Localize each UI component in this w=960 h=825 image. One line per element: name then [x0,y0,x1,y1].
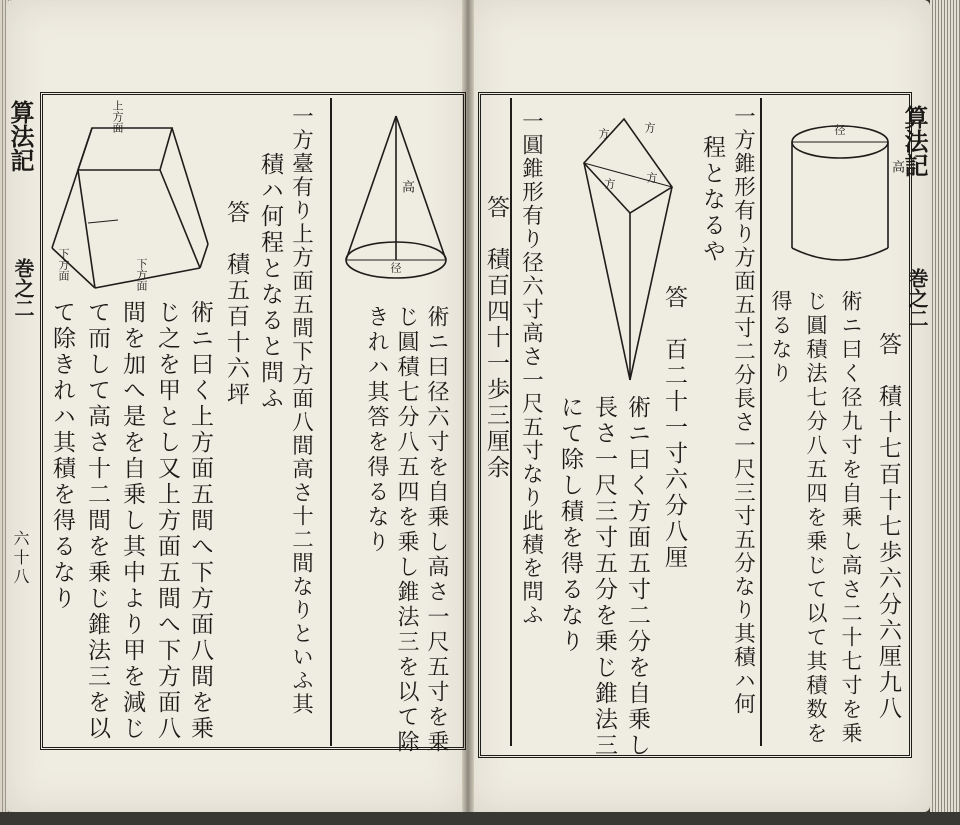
square-pyramid-method-line-2: 長さ一尺三寸五分を乗じ錐法三 [591,395,617,759]
cylinder-method-line-3: 得るなり [769,290,793,386]
page-number: 六十八 [11,530,30,587]
left-volume: 巻之二 [11,258,35,318]
frustum-method-line-3: 間を加へ是を自乗し其中より甲を減じ [119,300,145,742]
frustum-problem-line-2: 積ハ何程となると問ふ [257,152,283,412]
left-running-head [8,100,38,172]
cylinder-label-diameter: 径 [833,124,846,135]
right-divider-2 [510,98,512,746]
pyramid-label-c: 方 [603,178,616,189]
pyramid-label-b: 方 [643,122,656,133]
left-divider [330,98,332,746]
frustum-method-line-2: じ之を甲とし又上方面五間へ下方面八 [154,300,180,742]
cylinder-figure [786,120,896,270]
cylinder-method-line-1: 術ニ曰く径九寸を自乗し高さ二十七寸を乗 [839,290,863,746]
right-divider-1 [760,98,762,746]
book-title-left: 算法記 [6,100,35,172]
book-title-right: 算法記 [900,105,929,177]
square-pyramid-problem-line-1: 一方錐形有り方面五寸二分長さ一尺三寸五分なり其積ハ何 [730,105,756,716]
square-pyramid-problem-line-2: 程となるや [699,135,725,265]
frustum-label-top: 上方面 [111,100,124,133]
cylinder-label-height: 高 [889,160,904,173]
cone-solution-line-3: きれハ其答を得るなり [364,305,389,555]
frustum-method-line-1: 術ニ曰く上方面五間へ下方面八間を乗 [187,300,213,742]
frustum-method-line-5: て除きれハ其積を得るなり [49,300,75,612]
square-pyramid-method-line-1: 術ニ曰く方面五寸二分を自乗し [624,395,650,759]
frustum-method-line-4: て而して高さ十二間を乗じ錐法三を以 [84,300,110,742]
cone-problem-line-1: 一圓錐形有り径六寸高さ一尺五寸なり此積を問ふ [518,110,544,627]
cylinder-answer: 答 積十七百十七歩六分六厘九八 [875,332,901,722]
cone-solution-line-2: じ圓積七分八五四を乗し錐法三を以て除 [394,305,419,755]
page-edge-right [930,0,960,812]
frustum-label-bottom-left: 下方面 [57,248,70,281]
cone-label-diameter: 径 [389,262,402,273]
cone-problem-answer: 答 積百四十一歩三厘余 [483,195,509,481]
pyramid-label-a: 方 [597,128,610,139]
frustum-problem-line-1: 一方臺有り上方面五間下方面八間高さ十二間なりといふ其 [288,105,314,716]
right-volume: 巻之二 [905,268,929,328]
cylinder-method-line-2: じ圓積法七分八五四を乗じて以て其積数を [804,290,828,746]
frustum-label-bottom-right: 下方面 [135,258,148,291]
right-running-head [902,105,932,177]
cone-solution-line-1: 術ニ曰径六寸を自乗し高さ一尺五寸を乗 [424,305,449,755]
square-pyramid-answer: 答 百二十一寸六分八厘 [661,285,687,571]
pyramid-label-d: 方 [645,172,658,183]
frustum-answer: 答 積五百十六坪 [223,200,249,408]
square-pyramid-method-line-3: にて除し積を得るなり [557,395,583,655]
cone-label-height: 高 [399,180,414,193]
